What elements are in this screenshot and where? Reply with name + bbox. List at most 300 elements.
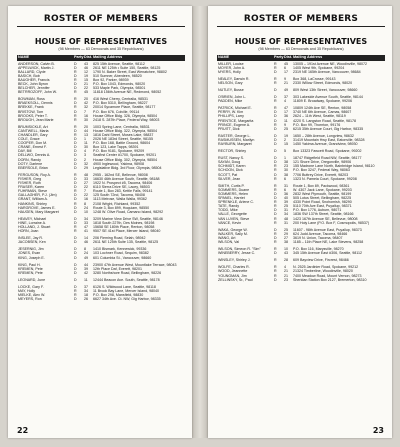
member-district: 22 (84, 185, 88, 190)
member-district: 46 (84, 65, 88, 70)
member-address: 2832 West Plymouth, Seattle, 98199 (293, 191, 352, 196)
table-row (17, 256, 185, 260)
member-district: 2 (84, 157, 86, 162)
member-district: 34 (84, 216, 88, 221)
member-name: MIELKE, Alex W. (18, 293, 46, 298)
member-party: D (74, 128, 77, 133)
member-address: P.O. Box 3247, Federal Way, 98063 (293, 168, 350, 173)
member-address: 3619 N. Union, Tacoma, 98407 (293, 235, 343, 240)
member-name: EBERSOLE, Brian (18, 165, 48, 170)
header-dist: Dist. (284, 55, 293, 59)
member-address: Box 92, Parker, 98939 (93, 77, 129, 82)
member-party: R (274, 164, 277, 169)
member-name: RECTOR, Shirley (218, 149, 247, 154)
member-name: FRASER, Karen (18, 185, 45, 190)
member-address: 10809 124th Ave SE, Renton, 98058 (293, 106, 352, 111)
member-name: SPRENKLE, Arlene C. (218, 200, 254, 205)
member-name: COOPER, Don M. (18, 141, 48, 146)
left-page (8, 6, 192, 438)
member-party: D (74, 73, 77, 78)
member-district: 31 (284, 183, 288, 188)
member-district: 25 (284, 204, 288, 209)
member-party: D (274, 114, 277, 119)
member-party: D (274, 118, 277, 123)
member-district: 41 (84, 229, 88, 234)
member-district: 7 (84, 109, 86, 114)
member-address: 2026 NE 183rd Street, Seattle, 98155 (93, 137, 153, 142)
member-address: 20014 Sycamore Place, Seattle, 98177 (93, 105, 156, 110)
member-address: 125 South 72nd, Tacoma, 98408 (93, 193, 145, 198)
member-name: SCHMIDT, Karen (218, 164, 246, 169)
member-district: 38 (284, 160, 288, 165)
member-party: R (274, 269, 277, 274)
member-address: 1185 – 11th Place NE, Lake Stevens, 98258 (293, 239, 364, 244)
member-party: R (74, 124, 77, 129)
member-address: Route 1, Box 283, Kettle Falls, 99141 (93, 189, 153, 194)
member-name: KING, Paul H. (18, 262, 41, 267)
member-district: 22 (84, 86, 88, 91)
member-district: 11 (84, 277, 88, 282)
member-name: RUST, Nancy S. (218, 156, 244, 161)
member-party: R (74, 117, 77, 122)
member-address: 510 Sumner, Aberdeen, 98520 (93, 73, 142, 78)
member-name: PHILLIPS, Larry (218, 114, 244, 119)
member-district: 16 (84, 113, 88, 118)
member-district: 33 (84, 176, 88, 181)
member-party: D (74, 149, 77, 154)
right-page (208, 6, 392, 438)
member-address: 13005 – 191st Avenue NE, Woodinville, 98072 (293, 61, 367, 66)
member-party: R (274, 258, 277, 263)
member-name: FERGUSON, Roy A. (18, 172, 51, 177)
member-address: 16630 46th Avenue South, Seattle, 98188 (93, 176, 160, 181)
member-district: 10 (84, 209, 88, 214)
member-party: D (74, 181, 77, 186)
member-name: LOCKE, Gary F. (18, 285, 44, 289)
member-party: R (274, 80, 277, 85)
member-address: 15658 SE 180th Place, Renton, 98058 (93, 224, 155, 229)
member-district: 8 (84, 201, 86, 206)
member-address: P.O. Box 9181, Spokane, 99209 (93, 149, 145, 154)
member-address: P.O. Box 1776, Auburn, 98071 (293, 208, 342, 213)
member-district: 24 (84, 251, 88, 256)
member-address: P.O. Box 5310, Bellingham, 98227 (93, 101, 148, 106)
member-district: 49 (84, 255, 88, 260)
member-name: SOMMERS, Helen (218, 191, 248, 196)
member-party: D (274, 172, 277, 177)
member-party: D (74, 285, 77, 289)
member-address: 7706 Buttrey Drive, Everett, 98203 (293, 172, 349, 177)
member-party: D (274, 208, 277, 213)
member-district: 20 (84, 97, 88, 102)
member-party: D (74, 255, 77, 260)
member-party: R (74, 229, 77, 234)
member-party: R (74, 289, 77, 294)
member-district: 2 (284, 137, 286, 142)
member-address: 11818 156th Avenue NE, Redmond, 98052 (93, 90, 162, 95)
table-row (217, 221, 385, 225)
table-row (17, 166, 185, 170)
member-district: 18 (84, 293, 88, 298)
member-address: 11809 E. Broadway, Spokane, 99206 (293, 99, 353, 104)
member-party: D (274, 126, 277, 131)
member-address: 624 Judd Avenue, Tacoma, 98466 (293, 231, 348, 236)
member-name: SCHOON, Dick (218, 168, 243, 173)
member-address: 1790 N. Baker Street, East Wenatchee, 98802 (93, 69, 167, 74)
member-list-left (17, 62, 185, 302)
member-address: Box 13323 Fawcett Road, Spokane, 99202 (293, 149, 362, 154)
member-district: 22 (84, 193, 88, 198)
member-district: 43 (84, 61, 88, 66)
table-row (217, 149, 385, 153)
member-name: KING, Joseph E. (18, 255, 45, 260)
member-address: Box 123, Lake Tapps, 98391 (93, 145, 139, 150)
member-address: 1323 N. Pamela Court, Spokane, 99208 (293, 176, 357, 181)
member-address: House Office Bldg. 302, Olympia, 98504 (93, 157, 158, 162)
member-address: N. 2525 Jardinier Road, Spokane, 99212 (293, 265, 359, 270)
member-party: R (274, 204, 277, 209)
member-address: 6126 S. Wildwood Lane, Seattle, 98118 (93, 285, 156, 289)
member-name: PRINCE, Eugene A. (218, 122, 251, 127)
member-district: 32 (84, 105, 88, 110)
table-row (17, 278, 185, 282)
member-district: 19 (84, 73, 88, 78)
member-name: MAY, Holly (18, 289, 36, 294)
member-address: 1405 West 9th, Spokane, 99204 (293, 65, 345, 70)
member-district: 32 (84, 161, 88, 166)
member-address: 2611 NE 125th • Suite 150, Seattle, 98125 (93, 65, 161, 70)
member-party: D (74, 153, 77, 158)
member-address: 6627 34th Ave. Ct. NW, Gig Harbor, 98335 (93, 297, 161, 302)
member-address: 345 15th Avenue East #306, Seattle, 98112 (293, 251, 363, 256)
member-address: 533 Maple Park, Olympia, 98501 (93, 86, 146, 91)
member-district: 21 (284, 269, 288, 274)
table-row (17, 210, 185, 214)
member-name: MOYER, John A. (218, 65, 246, 70)
member-party: D (74, 137, 77, 142)
member-name: INSLEE, Jay R. (18, 236, 43, 241)
member-name: BRAEKSOLL, Dennis (18, 101, 53, 106)
member-district: 42 (84, 270, 88, 275)
member-party: D (74, 197, 77, 202)
member-address: Seafirst Center #1700, Spokane, 99201 (93, 153, 157, 158)
member-address: P.O. Box 116, Marysville, 98270 (293, 247, 344, 252)
member-name: HARGROVE, James E. (18, 205, 56, 210)
member-address: 6215 35th Avenue Court, Gig Harbor, 98335 (293, 126, 364, 131)
header-name: NAME (18, 55, 30, 59)
member-party: R (274, 65, 277, 70)
member-name: PADDEN, Mike (218, 99, 243, 104)
member-district: 38 (284, 172, 288, 177)
member-district: 6 (284, 187, 286, 192)
member-district: 15 (284, 142, 288, 146)
member-name: VANCE, Kevin (218, 220, 242, 225)
member-district: 11 (84, 141, 88, 146)
member-name: BETRROZOFF, John W. (18, 90, 57, 95)
member-party: R (74, 224, 77, 229)
member-name: DAY, Bill (18, 149, 32, 154)
table-row (217, 258, 385, 262)
member-district: 9 (284, 122, 286, 127)
member-address: 11 Brook Bay Lane, Mercer Island, 98040 (93, 289, 160, 294)
member-name: COLE, Grace (18, 137, 40, 142)
table-row (217, 142, 385, 146)
member-district: 4 (284, 99, 286, 104)
member-name: O'BRIEN, John L. (218, 95, 247, 100)
member-district: 19 (284, 133, 288, 138)
member-district: 26 (84, 297, 88, 302)
member-name: HORN, Joan (18, 229, 39, 234)
member-name: SCOTT, Pat (218, 172, 238, 177)
member-district: 49 (284, 87, 288, 92)
member-party: D (274, 235, 277, 240)
member-address: 1650 – 28th Avenue, Longview, 98632 (293, 133, 354, 138)
member-address: 1113 Melrose, Walla Walla, 99362 (93, 197, 147, 202)
member-name: DELLWO, Dennis A. (18, 153, 51, 158)
member-address: 155 Madrone Lane North, Bainbridge Island, 98110 (293, 164, 375, 169)
member-name: MILLER, Louise (218, 61, 244, 66)
member-address: 1248 W. Olive Road, Camano Island, 98292 (93, 209, 164, 214)
member-district: 17 (284, 110, 288, 115)
member-name: JACOBSEN, Ken (18, 240, 46, 245)
member-party: D (74, 216, 77, 221)
member-address: 4900 Inglewood, Yakima, 98908 (93, 161, 145, 166)
member-address: 18747 Ridgefield Road NW, Seattle, 98177 (293, 156, 362, 161)
member-address: 3740 NE 6th Avenue, Camas, 98607 (293, 110, 352, 115)
member-address: 206 Fleming Road, Selah, 98942 (93, 236, 146, 241)
member-district: 43 (284, 251, 288, 256)
member-address: 103 Lochner Road, Sequim, 98382 (93, 251, 149, 256)
header-name: NAME (218, 55, 230, 59)
member-address: 5110 70th Ave East, Puyallup, 98371 (293, 204, 352, 209)
member-address: W. 4307 Jack Lane, Spokane, 99203 (293, 187, 352, 192)
member-party: D (74, 81, 77, 86)
house-title: HOUSE OF REPRESENTATIVES (234, 37, 368, 46)
member-address: 1922 N. Prospect #5, Tacoma, 98406 (93, 181, 153, 186)
member-party: D (74, 270, 77, 275)
member-address: 7400 Meadow Road, Mount Vernon, 98273 (293, 273, 362, 278)
member-district: 46 (84, 240, 88, 245)
roster-title: ROSTER OF MEMBERS (217, 14, 385, 27)
member-name: HAUGEN, Mary Margaret (18, 209, 59, 214)
member-party: R (274, 231, 277, 236)
member-address: 809 West 13th Street, Vancouver, 98660 (293, 87, 358, 92)
member-district: 16 (84, 197, 88, 202)
member-party: R (274, 247, 277, 252)
member-party: D (74, 205, 77, 210)
table-row (217, 127, 385, 131)
member-address: 825 15th Avenue, Seattle, 98112 (93, 61, 145, 66)
member-name: ANDERSON, Calvin B. (18, 61, 55, 66)
member-party: R (274, 176, 277, 181)
table-header (17, 55, 185, 61)
member-party: D (74, 65, 77, 70)
member-party: R (274, 216, 277, 221)
member-name: YOUNGMAN, Jim (218, 273, 247, 278)
member-district: 42 (84, 101, 88, 106)
member-district: 31 (284, 208, 288, 213)
member-district: 30 (84, 145, 88, 150)
header-address: Mailing Address (293, 55, 323, 59)
member-party: D (74, 86, 77, 91)
member-name: MYERS, Holly (218, 69, 241, 74)
member-name: BROOKS, Peter T. (18, 113, 48, 118)
member-party: R (74, 293, 77, 298)
table-row (17, 240, 185, 244)
member-district: 10 (284, 247, 288, 252)
member-name: BOWMAN, Ross (18, 97, 45, 102)
member-name: WOLFE, Charles R. (218, 265, 250, 270)
member-district: 30 (284, 168, 288, 173)
member-name: PATRICK, Michael E. (218, 106, 252, 111)
member-address: 12444 Beacon Ave. South, Seattle, 98178 (93, 277, 160, 282)
member-name: WALKER, Sally M. (218, 231, 248, 236)
member-party: D (74, 209, 77, 214)
member-name: WAKA, George W. (218, 227, 248, 232)
member-name: RASMUSSEN, Marilyn (218, 137, 255, 142)
member-address: P.O. Box 168, Battle Ground, 98604 (93, 141, 151, 146)
member-district: 33 (84, 220, 88, 225)
member-name: TODD, Mike (218, 208, 238, 213)
house-title: HOUSE OF REPRESENTATIVES (34, 37, 168, 46)
member-district: 48 (84, 172, 88, 177)
member-district: 21 (84, 81, 88, 86)
member-district: 11 (284, 118, 288, 123)
member-district: 45 (84, 90, 88, 95)
member-name: VALLE, Georgette (218, 212, 247, 217)
member-party: R (74, 201, 77, 206)
member-party: R (274, 61, 277, 66)
member-name: ZELLINSKY, Sr., Paul (218, 277, 253, 282)
member-name: KREMEN, Pete (18, 270, 43, 275)
member-party: D (74, 101, 77, 106)
member-district: 1 (84, 137, 86, 142)
member-address: P.O. Box 298, Mansfield, 98830 (93, 293, 144, 298)
member-name: PRUITT, Dick (218, 126, 240, 131)
member-district: 17 (284, 69, 288, 74)
member-district: 25 (284, 126, 288, 131)
member-district: 38 (284, 239, 288, 244)
member-party: D (74, 61, 77, 66)
member-district: 14 (84, 236, 88, 241)
member-district: 3 (84, 153, 86, 158)
member-name: WANG, Art (218, 235, 236, 240)
member-name: GALLAGHER, P.J. (Jim) (18, 193, 57, 198)
member-party: D (274, 133, 277, 138)
member-name: JESERNIG, Jim (18, 247, 44, 252)
member-district: 4 (84, 149, 86, 154)
member-party: R (274, 99, 277, 104)
member-address: 1836 SW 137th Street, Seattle, 98166 (293, 212, 354, 217)
member-party: D (274, 87, 277, 92)
table-row (217, 88, 385, 92)
member-name: JONES, Evan (18, 251, 41, 256)
member-address: 1450 Yakima Avenue, Grandview, 98930 (293, 142, 358, 146)
member-name: WILSON, Val (218, 239, 240, 244)
member-name: MEYERS, Ron (18, 297, 42, 302)
member-name: BRISTOW, Tom (18, 109, 44, 114)
member-address: 121 Shore Drive, Oregonville, 98906 (293, 160, 352, 165)
member-party: R (74, 189, 77, 194)
member-address: P.O. Box 99, Thornton, 99176 (293, 122, 341, 127)
member-address: 11607 - 98th Avenue East, Puyallup, 98373 (293, 227, 362, 232)
member-name: TATE, Randy (218, 204, 240, 209)
member-district: 31 (284, 220, 288, 225)
member-address: 3209 Marine View Drive SW, Seattle, 98146 (93, 216, 163, 221)
member-name: NELSON, Gary (218, 80, 243, 85)
member-party: R (274, 239, 277, 244)
member-name: BRUMSICKLE, Art (18, 124, 48, 129)
member-district: 21 (284, 273, 288, 278)
member-district: 28 (284, 258, 288, 263)
member-address: Sheridan Station Box 2127, Bremerton, 98310 (293, 277, 367, 282)
member-district: 39 (84, 266, 88, 271)
table-header (217, 55, 385, 61)
member-address: House Office Bldg. 326, Olympia, 98504 (93, 113, 158, 118)
member-name: SAYAN, Doug (218, 160, 241, 165)
member-party: D (274, 137, 277, 142)
member-party: D (74, 297, 77, 302)
member-address: Route 3, Box 899, Hoquiam, 98550 (93, 205, 150, 210)
member-party: D (274, 212, 277, 217)
member-name: GRANT, William A. (18, 197, 48, 202)
member-name: HANKINS, Shirley (18, 201, 47, 206)
member-party: R (274, 265, 277, 270)
member-address: 416 West Cherry, Centralia, 98531 (93, 97, 148, 102)
member-address: 1423 167th Avenue SE, Bellevue, 98008 (293, 216, 358, 221)
member-name: FUHRMAN, Steve (18, 189, 48, 194)
member-name: WILSON, Simeon R. "Sim" (218, 247, 261, 252)
member-district: 37 (284, 95, 288, 100)
member-name: BELCHER, Jennifer (18, 86, 50, 91)
member-district: 5 (284, 149, 286, 154)
member-name: SILVER, Jean (218, 176, 241, 181)
member-party: D (74, 240, 77, 245)
member-party: D (274, 227, 277, 232)
member-party: R (74, 172, 77, 177)
member-address: 1003 Spring Lane, Centralia, 98531 (93, 124, 150, 129)
member-name: WOOD, Jeannette (218, 269, 248, 274)
member-party: D (274, 95, 277, 100)
member-party: D (74, 176, 77, 181)
member-address: 1818 South 227th, Des Moines, 98198 (93, 220, 155, 225)
member-party: R (274, 273, 277, 278)
member-district: 37 (84, 285, 88, 289)
member-district: 24 (84, 205, 88, 210)
member-name: BECK, John Byron (18, 81, 48, 86)
member-name: DORN, Randy (18, 157, 41, 162)
member-name: CHANDLER, Gary (18, 133, 48, 137)
member-district: 1 (284, 156, 286, 161)
page-number-right: 23 (372, 426, 384, 435)
member-name: FISHER, Greg (18, 176, 42, 181)
member-name: DOTY, Darlene (18, 161, 43, 166)
member-name: SOMMERS, Duane (218, 187, 250, 192)
member-address: 2418 S. 287th Place, Federal Way, 98003 (93, 117, 160, 122)
member-address: 2955 - 162nd SE, Bellevue, 98008 (93, 172, 148, 177)
member-party: R (74, 97, 77, 102)
member-district: 47 (84, 224, 88, 229)
member-district: 20 (84, 124, 88, 129)
member-party: D (74, 262, 77, 267)
member-party: D (74, 277, 77, 282)
member-party: R (74, 133, 77, 137)
member-party: R (274, 200, 277, 205)
member-district: 47 (284, 106, 288, 111)
member-party: R (74, 90, 77, 95)
member-address: 200 Hoiy Lane (P.O. Box F, Cosmopolis, 98537) (293, 220, 370, 225)
member-address: 3280 Northshore Road, Bellingham, 98226 (93, 270, 162, 275)
